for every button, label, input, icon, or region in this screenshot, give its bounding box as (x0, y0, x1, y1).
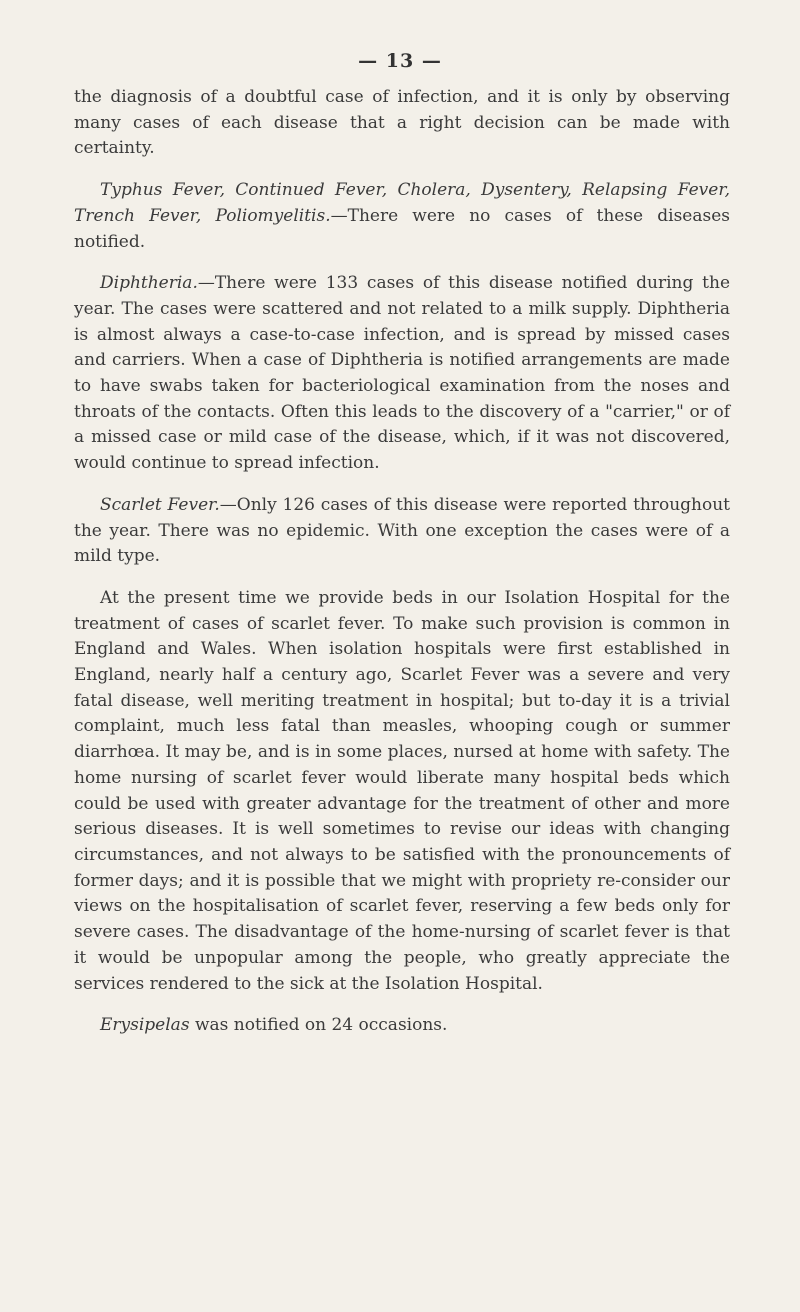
paragraph-isolation-hospital: At the present time we provide beds in our Isolation Hospital for the treatment of cases of scarlet fever. To make such provision is common in England and Wales. When isolation hospitals were first established in England, nearly half a century ago, Scarlet Fever was a severe and very fatal disease, well meriting treatment in hospital; but to-day it is a trivial complaint, much less fatal than measles, whooping cough or summer diarrhœa. It may be, and is in some places, nursed at home with safety. The home nursing of scarlet fever would liberate many hospital beds which could be used with greater advantage for the treatment of other and more serious diseases. It is well sometimes to revise our ideas with changing circumstances, and not always to be satisfied with the pronouncements of former days; and it is possible that we might with propriety re-consider our views on the hospitalisation of scarlet fever, reserving a few beds only for severe cases. The disadvantage of the home-nursing of scarlet fever is that it would be unpopular among the people, who greatly appreciate the services rendered to the sick at the Isolation Hospital. (74, 587, 730, 994)
paragraph-erysipelas-text: was notified on 24 occasions. (189, 1015, 448, 1036)
paragraph-diphtheria-text: —There were 133 cases of this disease notified during the year. The cases were scattered and not related to a milk supply. Diphtheria is almost always a case-to-case infection, and is spread by missed cases and carriers. When a case of Diphtheria is notified arrangements are made to have swabs taken for bacteriological examination from the noses and throats of the contacts. Often this leads to the discovery of a "carrier," or of a missed case or mild case of the disease, which, if it was not discovered, would continue to spread infection. (74, 273, 730, 474)
paragraph-diphtheria (74, 271, 730, 477)
paragraph-scarlet-fever (74, 493, 730, 570)
paragraph-erysipelas (74, 1013, 730, 1039)
section-heading-scarlet-fever: Scarlet Fever. (100, 494, 220, 515)
body-text (74, 85, 730, 1039)
paragraph-scarlet-fever-text: —Only 126 cases of this disease were reported throughout the year. There was no epidemic. With one exception the cases were of a mild type. (74, 494, 730, 567)
page-number: — 13 — (358, 50, 442, 72)
paragraph-diagnosis: the diagnosis of a doubtful case of infection, and it is only by observing many cases of each disease that a right decision can be made with certainty. (74, 87, 730, 159)
section-heading-erysipelas: Erysipelas (100, 1015, 190, 1036)
section-heading-diphtheria: Diphtheria. (100, 273, 198, 294)
section-heading-typhus: Typhus Fever, Continued Fever, Cholera, Dysentery, Relapsing Fever, Trench Fever, Poliomyelitis. (74, 180, 730, 226)
paragraph-typhus-text: —There were no cases of these diseases notified. (74, 205, 731, 252)
paragraph-typhus (74, 178, 730, 255)
